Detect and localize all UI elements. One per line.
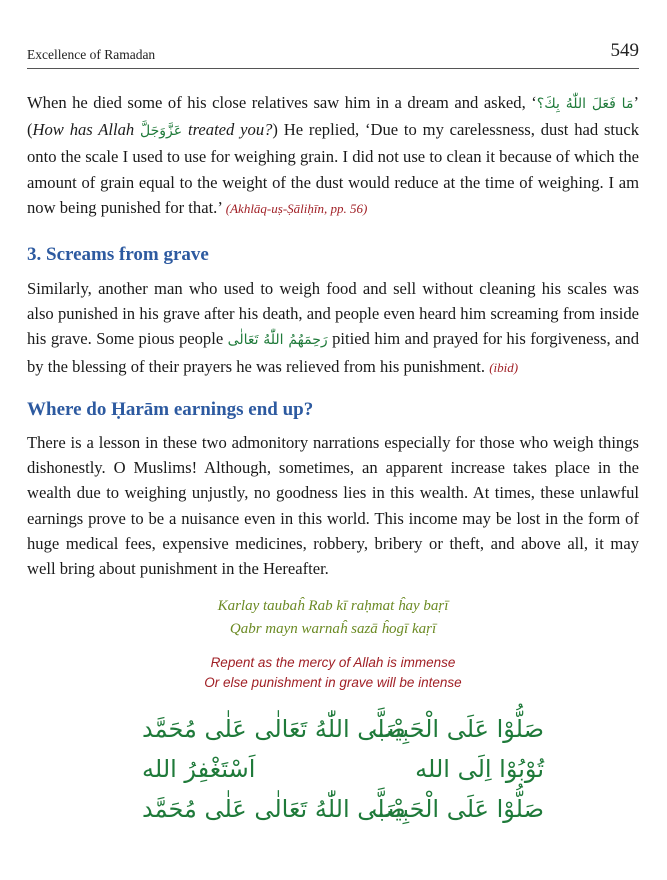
arabic-durood-text: اَسْتَغْفِرُ الله	[142, 755, 256, 783]
poem-block	[27, 595, 639, 693]
reference: (ibid)	[489, 359, 519, 375]
durood-row	[27, 755, 639, 795]
italic-translation: How has Allah	[32, 120, 141, 140]
poem-translation-line: Repent as the mercy of Allah is immense	[210, 655, 456, 670]
text: ’ (	[27, 93, 639, 140]
paragraph: There is a lesson in these two admonitory narrations especially for those who weigh things dishonestly. O Muslims! Although, sometimes, an apparent increase takes place in the wealth due to weighing unjustly, no goodness lies in this wealth. At times, these unlawful earnings prove to be a nuisance even in this world. This income may be lost in the form of huge medical fees, expensive medicines, robbery, bribery or theft, and above all, it may well bring about punishment in the Hereafter.	[27, 433, 639, 579]
running-title: Excellence of Ramadan	[27, 47, 156, 62]
page-number: 549	[610, 40, 639, 61]
text: pitied him and prayed for his forgiveness, and by the blessing of their prayers he was relieved from his punishment.	[27, 329, 640, 376]
arabic-durood-text: صَلَّى اللّٰهُ تَعَالٰى عَلٰى مُحَمَّد	[142, 715, 406, 743]
arabic-durood-text: تُوْبُوْا اِلَى الله	[415, 755, 544, 783]
durood-block	[27, 715, 639, 835]
text: When he died some of his close relatives saw him in a dream and asked, ‘	[27, 93, 537, 112]
arabic-durood-text: صَلُّوْا عَلَى الْحَبِیْب	[371, 795, 544, 823]
narration-paragraph-1	[27, 90, 639, 221]
arabic-durood-text: صَلُّوْا عَلَى الْحَبِیْب	[371, 715, 544, 743]
italic-translation: treated you?	[182, 120, 273, 140]
durood-row	[27, 715, 639, 755]
section-heading: Where do Ḥarām earnings end up?	[27, 399, 314, 420]
text: ) He replied, ‘Due to my carelessness, dust had stuck onto the scale I used to use for weighing grain. I did not use to clean it because of which the amount of grain equal to the weight of the dust would reduce at the time of weighing. I am now being punished for that.’	[27, 120, 639, 217]
narration-paragraph-2	[27, 276, 639, 380]
lesson-paragraph	[27, 430, 639, 581]
poem-translation-line: Or else punishment in grave will be intense	[204, 675, 462, 690]
page-header	[27, 38, 639, 68]
poem-translation	[27, 653, 639, 693]
header-rule	[27, 68, 639, 69]
poem-transliteration-line: Karlay taubaĥ Rab kī raḥmat ĥay baṛī	[217, 598, 449, 614]
arabic-question: مَا فَعَلَ اللّٰهُ بِكَ؟	[536, 96, 634, 112]
text: Similarly, another man who used to weigh food and sell without cleaning his scales was also punished in his grave after his death, and people even heard him screaming from inside his grave. Some pious people	[27, 279, 639, 349]
arabic-durood-text: صَلَّى اللّٰهُ تَعَالٰى عَلٰى مُحَمَّد	[142, 795, 406, 823]
paragraph	[27, 276, 639, 380]
arabic-honorific: عَزَّوَجَلَّ	[140, 123, 183, 140]
poem-transliteration-line: Qabr mayn warnaĥ sazā ĥogī kaṛī	[229, 621, 437, 637]
reference: (Akhlāq-uṣ-Ṣāliḥīn, pp. 56)	[225, 200, 368, 216]
durood-row	[27, 795, 639, 835]
paragraph	[27, 90, 639, 221]
arabic-honorific: رَحِمَهُمُ اللّٰهُ تَعَالٰی	[227, 332, 328, 349]
section-heading: 3. Screams from grave	[27, 244, 209, 265]
